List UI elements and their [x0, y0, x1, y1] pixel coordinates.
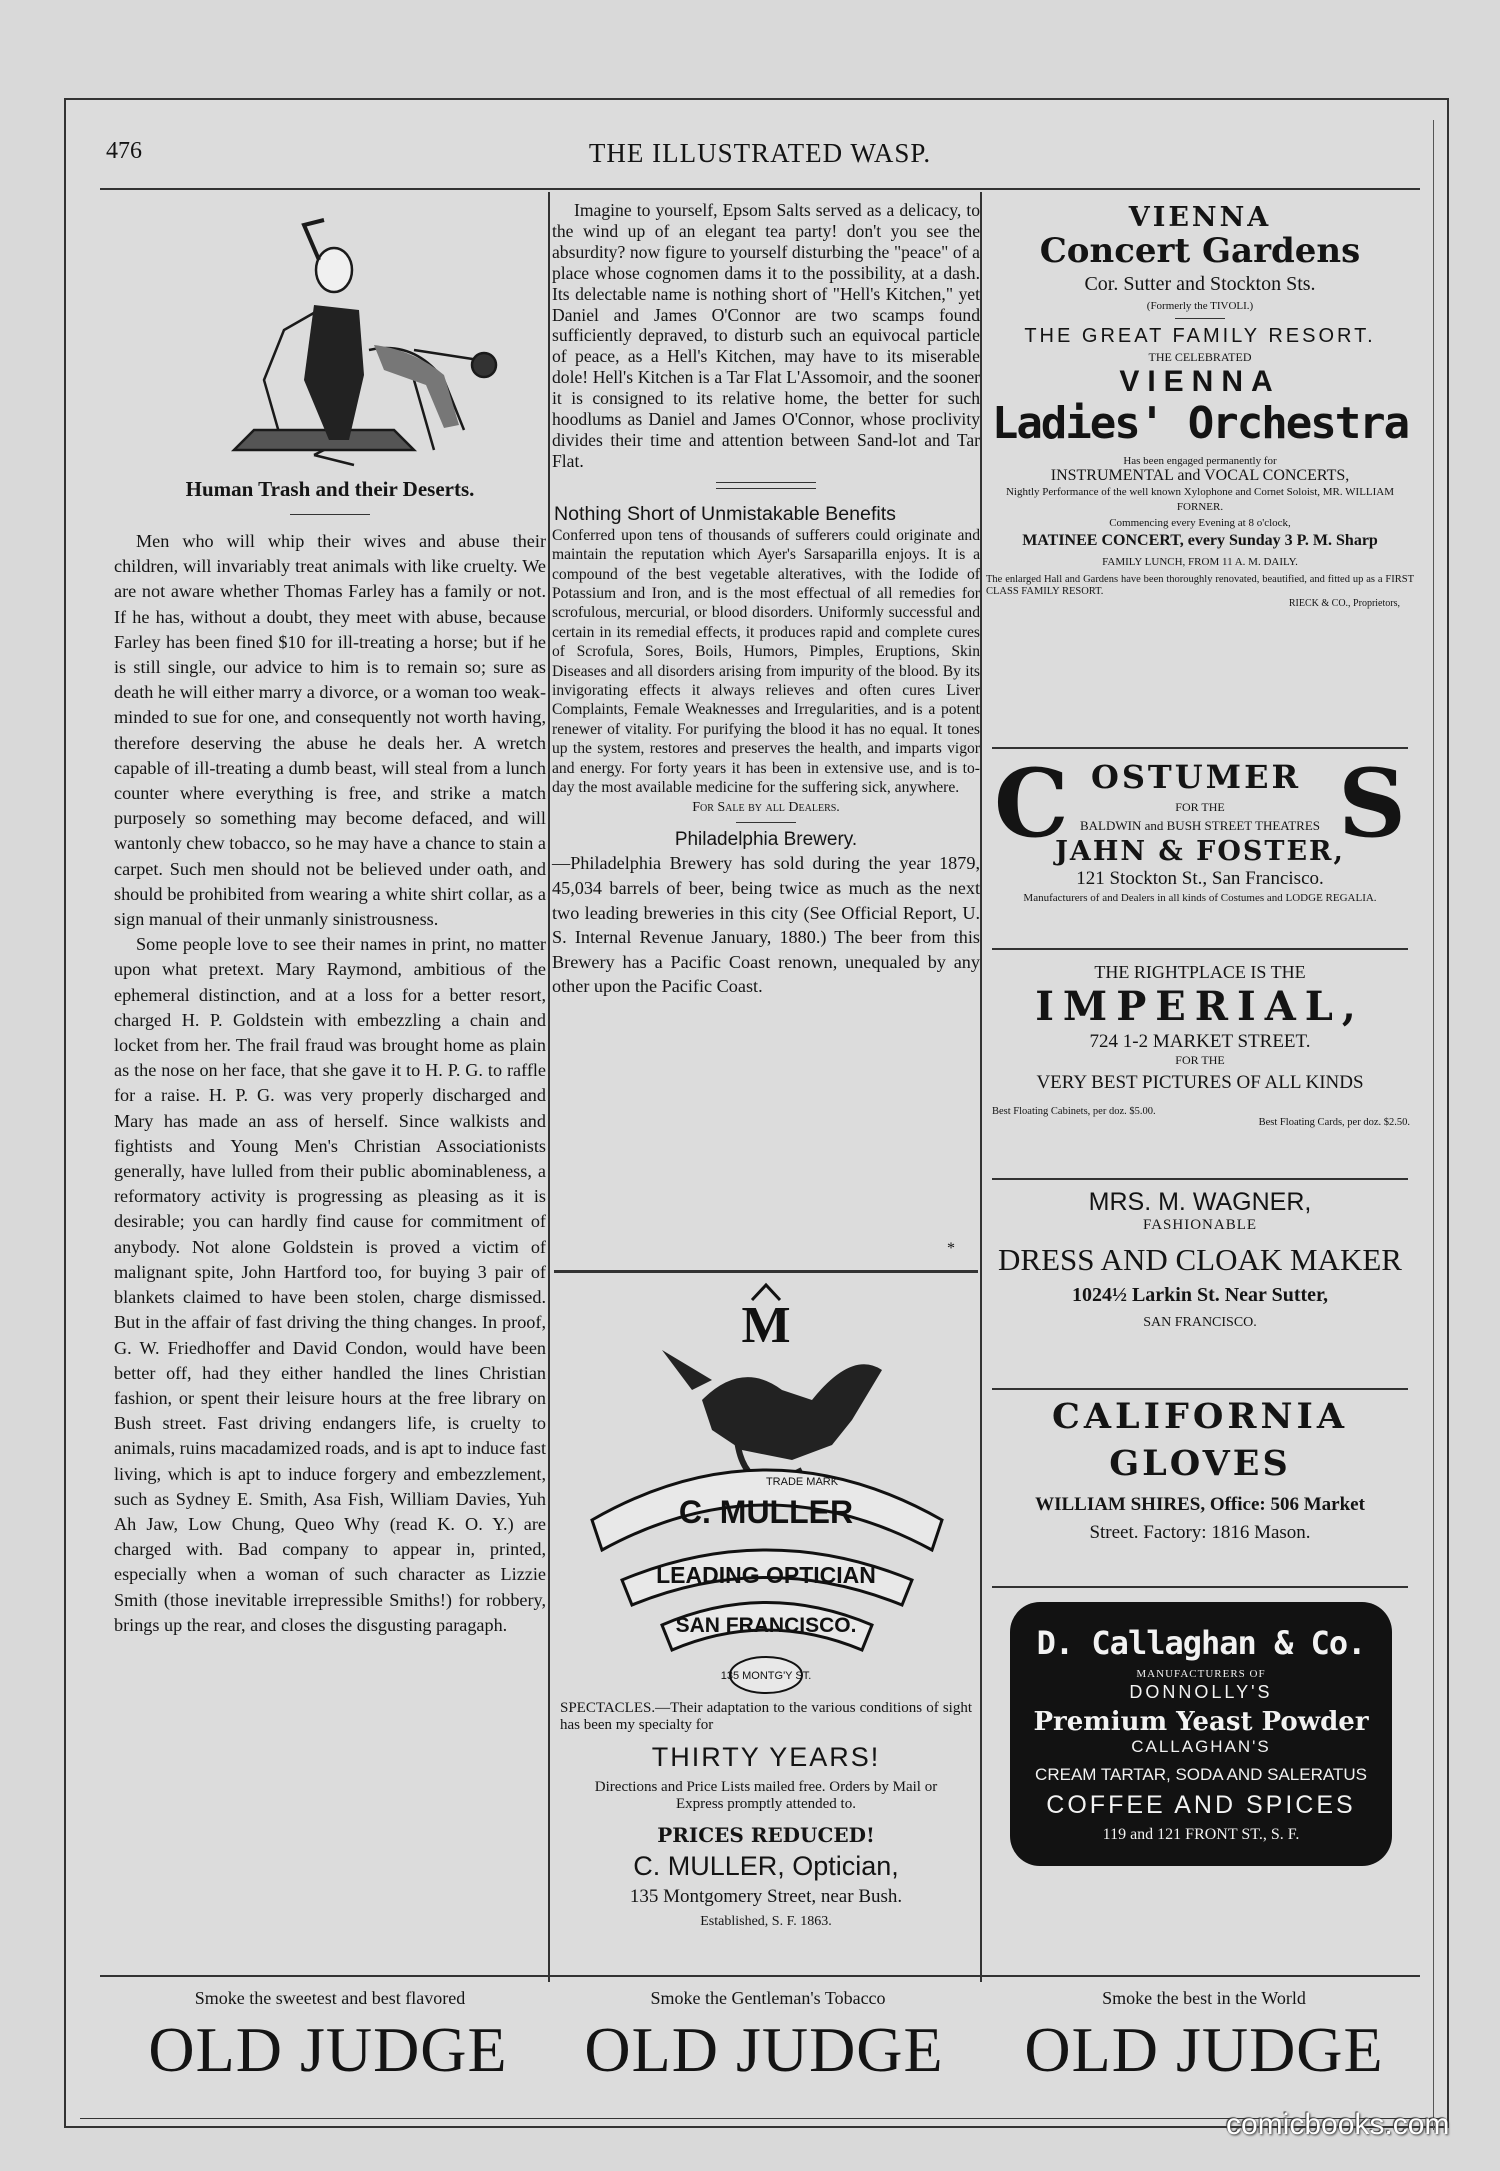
vienna-commencing: Commencing every Evening at 8 o'clock,: [1109, 517, 1291, 529]
article-human-trash-p2: Some people love to see their names in print, no matter upon what pretext. Mary Raymond, ambitious of the ephemeral distinction, and at a loss for a better resort, charged H. P. Goldstein with embezzling a chain and locket from her. The frail fraud was brought home as plain as the nose on her face, that she gave it to H. P. G. to raffle for a raise. H. P. G. was very properly discharged and Mary has made an ass of herself. Since walkists and fightists and Young Men's Christian Associationists generally, have lulled from their public abominableness, a reformatory activity is progressing as pleasing as it is desirable; you can hardly find cause for commitment of anybody. Not alone Goldstein is proved a victim of malignant spite, John Hartford too, for buying 3 pair of blankets claimed to have been stolen, charge dismissed. But in the affair of fast driving the thing changes. In proof, G. W. Friedhoffer and David Condon, would have been better off, had they either handled the lines Christian fashion, or spent their leisure hours at the free library on Bush street. Fast driving endangers life, is cruelty to animals, ruins macadamized roads, and is apt to induce fast living, which is apt to induce forgery and embezzlement, such as Sydney E. Smith, Asa Fish, William Davies, Yuh Ah Jaw, Low Chung, Queo Why (read K. O. Y.) are charged with. Bad company to appear in, printed, especially when a woman of such character as Lizzie Smith (those inevitable irrepressible Smiths!) for robbery, brings up the rear, and closes the disgusting paragaph.: [114, 934, 546, 1635]
footer-smoke-2: Smoke the Gentleman's Tobacco: [650, 1988, 886, 2008]
vienna-matinee: MATINEE CONCERT, every Sunday 3 P. M. Sharp: [1022, 532, 1378, 549]
ayer-rule: [736, 822, 796, 823]
footer-top-rule: [100, 1975, 1420, 1977]
wagner-ad: [984, 1188, 1416, 1331]
muller-prices-reduced: PRICES REDUCED!: [657, 1823, 875, 1847]
column-rule-1: [548, 192, 550, 1982]
article-hells-kitchen: Imagine to yourself, Epsom Salts served as a delicacy, to the wind up of an elegant tea party! don't you see the absurdity? now figure to yourself disturbing the "peace" of a place whose cognomen dams it to the possibility, at a dash. Its delectable name is nothing short of "Hell's Kitchen," yet Daniel and James O'Connor are two scamps found sufficiently depraved, to disturb such an equivocal particle of peace, as a Hell's Kitchen, may have to its miserable dole! Hell's Kitchen is a Tar Flat L'Assomoir, and the sooner it is consigned to its relative home, the better for such hoodlums as Daniel and James O'Connor, whose proclivity divides their time and attention between Sand-lot and Tar Flat.: [552, 200, 980, 471]
muller-trademark: TRADE MARK: [765, 1476, 839, 1488]
unicorn-logo: [552, 1280, 980, 1700]
separator-5: [992, 1586, 1408, 1588]
imperial-cards: Best Floating Cards, per doz. $2.50.: [1258, 1117, 1410, 1128]
vienna-title-2: VIENNA: [1119, 365, 1281, 398]
muller-banner-1: C. MULLER: [678, 1494, 854, 1530]
muller-directions: Directions and Price Lists mailed free. Orders by Mail or Express promptly attended to.: [594, 1779, 938, 1812]
vienna-concert-gardens: Concert Gardens: [1039, 231, 1361, 271]
imperial-for: FOR THE: [1175, 1053, 1225, 1067]
vienna-concerts: INSTRUMENTAL and VOCAL CONCERTS,: [1050, 467, 1350, 484]
muller-street: 135 Montgomery Street, near Bush.: [629, 1886, 903, 1907]
imperial-name: IMPERIAL,: [1035, 983, 1365, 1030]
gloves-factory: Street. Factory: 1816 Mason.: [1089, 1522, 1311, 1543]
vienna-ad: [984, 202, 1416, 609]
vienna-nightly: Nightly Performance of the well known Xylophone and Cornet Soloist, MR. WILLIAM FORNER.: [1005, 486, 1395, 513]
column-1: [114, 200, 546, 1960]
gloves-shires: WILLIAM SHIRES, Office: 506 Market: [1035, 1494, 1365, 1515]
ayer-heading: Nothing Short of Unmistakable Benefits: [554, 502, 896, 525]
wagner-city: SAN FRANCISCO.: [1143, 1315, 1257, 1330]
costumers-address: 121 Stockton St., San Francisco.: [1076, 868, 1324, 889]
article-heading-human-trash: Human Trash and their Deserts.: [185, 477, 475, 501]
muller-thirty-years: THIRTY YEARS!: [651, 1742, 881, 1772]
separator-3: [992, 1178, 1408, 1180]
wagner-fashionable: FASHIONABLE: [1142, 1217, 1258, 1233]
article-human-trash-p1: Men who will whip their wives and abuse their children, will invariably treat animals with like cruelty. We are not aware whether Thomas Farley has a family or not. If he has, without a doubt, they meet with abuse, because Farley has been fined $10 for ill-treating a horse; but if he is still single, our advice to him is to remain so; sure as death he will either marry a divorce, or a woman too weak-minded to sue for one, and consequently not worth having, therefore deserving the abuse he deals her. A wretch capable of ill-treating a dumb beast, will steal from a lunch counter where everything is free, and strike a match purposely so something may become defaced, and will wantonly chew tobacco, so he may have a chance to stain a carpet. Such men should not be believed under oath, and should be prohibited from wearing a white shirt collar, as a sign manual of their unmanly sinistrousness.: [114, 531, 546, 930]
footer-old-judge-2: OLD JUDGE: [584, 2014, 944, 2085]
brewery-heading: Philadelphia Brewery.: [674, 829, 858, 851]
vienna-ladies-orchestra: Ladies' Orchestra: [991, 398, 1409, 449]
brewery-body: —Philadelphia Brewery has sold during the year 1879, 45,034 barrels of beer, being twice as much as the next two leading breweries in this city (See Official Report, U. S. Internal Revenue January, 1880.) The beer from this Brewery has a Pacific Coast renown, unequaled by any other upon the Pacific Coast.: [552, 853, 980, 997]
muller-banner-2: LEADING OPTICIAN: [656, 1562, 876, 1588]
muller-banner-3: SAN FRANCISCO.: [675, 1614, 857, 1637]
vienna-rule: [1175, 318, 1225, 319]
callaghan-ad: [1010, 1602, 1392, 1866]
muller-spectacles: SPECTACLES.—Their adaptation to the various conditions of sight has been my specialty for: [560, 1700, 972, 1733]
vienna-enlarged: The enlarged Hall and Gardens have been thoroughly renovated, beautified, and fitted up as a FIRST CLASS FAMILY RESORT.: [986, 574, 1414, 597]
costumers-big-s: S: [1338, 749, 1406, 859]
wagner-name: MRS. M. WAGNER,: [1088, 1188, 1312, 1216]
wagner-address: 1024½ Larkin St. Near Sutter,: [1071, 1284, 1329, 1306]
spanking-illustration: [114, 200, 546, 475]
vienna-title: VIENNA: [1128, 202, 1272, 233]
muller-logo-address: 135 MONTG'Y ST.: [720, 1670, 812, 1682]
vienna-lunch: FAMILY LUNCH, FROM 11 A. M. DAILY.: [1102, 556, 1298, 568]
costumers-for: FOR THE: [1175, 800, 1225, 814]
imperial-pictures: VERY BEST PICTURES OF ALL KINDS: [1036, 1072, 1364, 1093]
callaghan-manufacturers: MANUFACTURERS OF: [1136, 1668, 1266, 1680]
gloves-ad: [984, 1396, 1416, 1544]
page-header: [100, 138, 1420, 178]
footer-smoke-1: Smoke the sweetest and best flavored: [194, 1988, 466, 2008]
separator-4: [992, 1388, 1408, 1390]
gloves-gloves: GLOVES: [1109, 1443, 1291, 1484]
page-number: 476: [106, 138, 142, 164]
ayer-body: Conferred upon tens of thousands of sufferers could originate and maintain the reputation which Ayer's Sarsaparilla enjoys. It is a compound of the best vegetable alteratives, with the Iodide of Potassium and Iron, and is the most effectual of all remedies for scrofulous, mercurial, or blood disorders. Uniformly successful and certain in its remedial effects, it produces rapid and complete cures of Scrofula, Sores, Boils, Humors, Pimples, Eruptions, Skin Diseases and all disorders arising from impurity of the blood. By its invigorating effects it always relieves and often cures Liver Complaints, Female Weaknesses and Irregularities, and is a potent renewer of vitality. For purifying the blood it has no equal. It tones up the system, restores and preserves the health, and imparts vigor and energy. For forty years it has been in extensive use, and is to-day the most available medicine for the suffering sick, anywhere.: [552, 526, 980, 797]
footer-smoke-3: Smoke the best in the World: [1102, 1988, 1306, 2008]
costumers-jahn-foster: JAHN & FOSTER,: [1055, 836, 1345, 867]
heading-rule: [290, 514, 370, 515]
callaghan-name: D. Callaghan & Co.: [1036, 1624, 1366, 1662]
costumers-word: OSTUMER: [1090, 758, 1302, 796]
vienna-address: Cor. Sutter and Stockton Sts.: [1084, 273, 1316, 295]
gloves-california: CALIFORNIA: [1052, 1396, 1348, 1437]
frame-inner-line: [1433, 120, 1434, 2130]
vienna-engaged: Has been engaged permanently for: [1123, 455, 1277, 467]
callaghan-coffee: COFFEE AND SPICES: [1046, 1791, 1356, 1819]
header-rule: [100, 188, 1420, 190]
imperial-street: 724 1-2 MARKET STREET.: [1089, 1031, 1311, 1052]
muller-logo-m: M: [741, 1297, 791, 1354]
callaghan-address: 119 and 121 FRONT ST., S. F.: [1102, 1826, 1300, 1843]
watermark: comicbooks.com: [1226, 2108, 1450, 2141]
muller-top-rule: [554, 1270, 978, 1273]
callaghan-callaghans: CALLAGHAN'S: [1131, 1737, 1271, 1756]
vienna-formerly: (Formerly the TIVOLI.): [1146, 300, 1254, 312]
brewery-star: *: [947, 1240, 955, 1257]
vienna-celebrated: THE CELEBRATED: [1148, 350, 1252, 364]
imperial-rightplace: THE RIGHTPLACE IS THE: [1094, 962, 1306, 982]
column-rule-2: [980, 192, 982, 1982]
imperial-ad: [984, 962, 1416, 1128]
footer-old-judge-3: OLD JUDGE: [1024, 2014, 1384, 2085]
vienna-family-resort: THE GREAT FAMILY RESORT.: [1024, 325, 1376, 347]
muller-established: Established, S. F. 1863.: [700, 1914, 832, 1929]
callaghan-donnolly: DONNOLLY'S: [1129, 1682, 1273, 1702]
column-3: [984, 200, 1416, 1970]
muller-ad: [552, 1280, 980, 1970]
imperial-cabinets: Best Floating Cabinets, per doz. $5.00.: [992, 1106, 1156, 1117]
vienna-proprietors: RIECK & CO., Proprietors,: [1288, 598, 1400, 609]
wagner-dress-cloak: DRESS AND CLOAK MAKER: [998, 1242, 1402, 1277]
double-rule: [716, 482, 816, 489]
callaghan-cream-tartar: CREAM TARTAR, SODA AND SALERATUS: [1035, 1765, 1367, 1784]
costumers-ad: [984, 749, 1416, 904]
costumers-theatres: BALDWIN and BUSH STREET THEATRES: [1079, 818, 1321, 833]
separator-2: [992, 948, 1408, 950]
costumers-big-c: C: [994, 749, 1069, 859]
page-title: THE ILLUSTRATED WASP.: [588, 138, 932, 168]
muller-name: C. MULLER, Optician,: [633, 1851, 899, 1881]
ayer-sale: For Sale by all Dealers.: [692, 800, 840, 816]
costumers-manufacturers: Manufacturers of and Dealers in all kinds of Costumes and LODGE REGALIA.: [1023, 892, 1377, 904]
footer-old-judge-1: OLD JUDGE: [148, 2014, 508, 2085]
callaghan-yeast: Premium Yeast Powder: [1033, 1707, 1369, 1737]
